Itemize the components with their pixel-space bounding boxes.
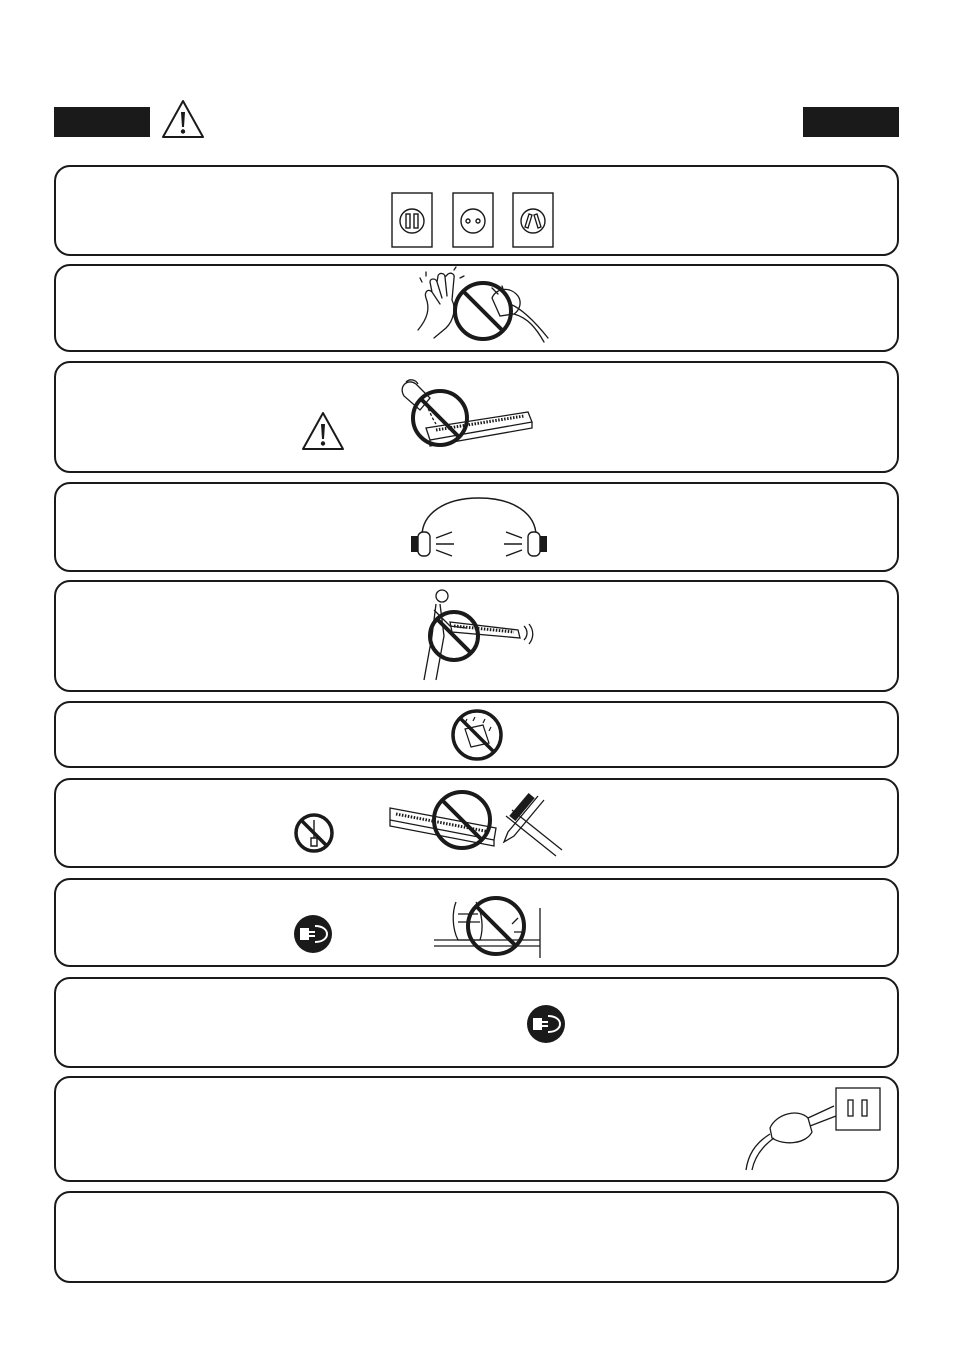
outlet-angled-slots-icon xyxy=(512,192,554,248)
wet-hand-plug-prohibited-icon xyxy=(410,268,552,346)
safety-panel-general xyxy=(54,1191,899,1283)
disassembly-prohibited-icon xyxy=(293,812,335,854)
warning-triangle-icon xyxy=(160,98,206,140)
keep-away-from-water-prohibited-icon xyxy=(449,707,505,763)
outlet-two-flat-slots-icon xyxy=(391,192,433,248)
unplug-icon xyxy=(526,1004,566,1044)
one-person-carrying-prohibited-icon xyxy=(410,586,540,686)
liquid-on-piano-prohibited-icon xyxy=(396,376,536,452)
headphones-icon xyxy=(408,494,550,564)
safety-panel-unplug-when-idle xyxy=(54,977,899,1068)
section-tab-right xyxy=(803,107,899,137)
section-tab-left xyxy=(54,107,150,137)
outlet-two-round-holes-icon xyxy=(452,192,494,248)
plug-into-outlet-icon xyxy=(740,1086,886,1172)
modification-prohibited-icon xyxy=(388,786,568,860)
pulling-cord-prohibited-icon xyxy=(432,888,548,960)
warning-triangle-icon xyxy=(300,410,346,452)
unplug-icon xyxy=(293,914,333,954)
